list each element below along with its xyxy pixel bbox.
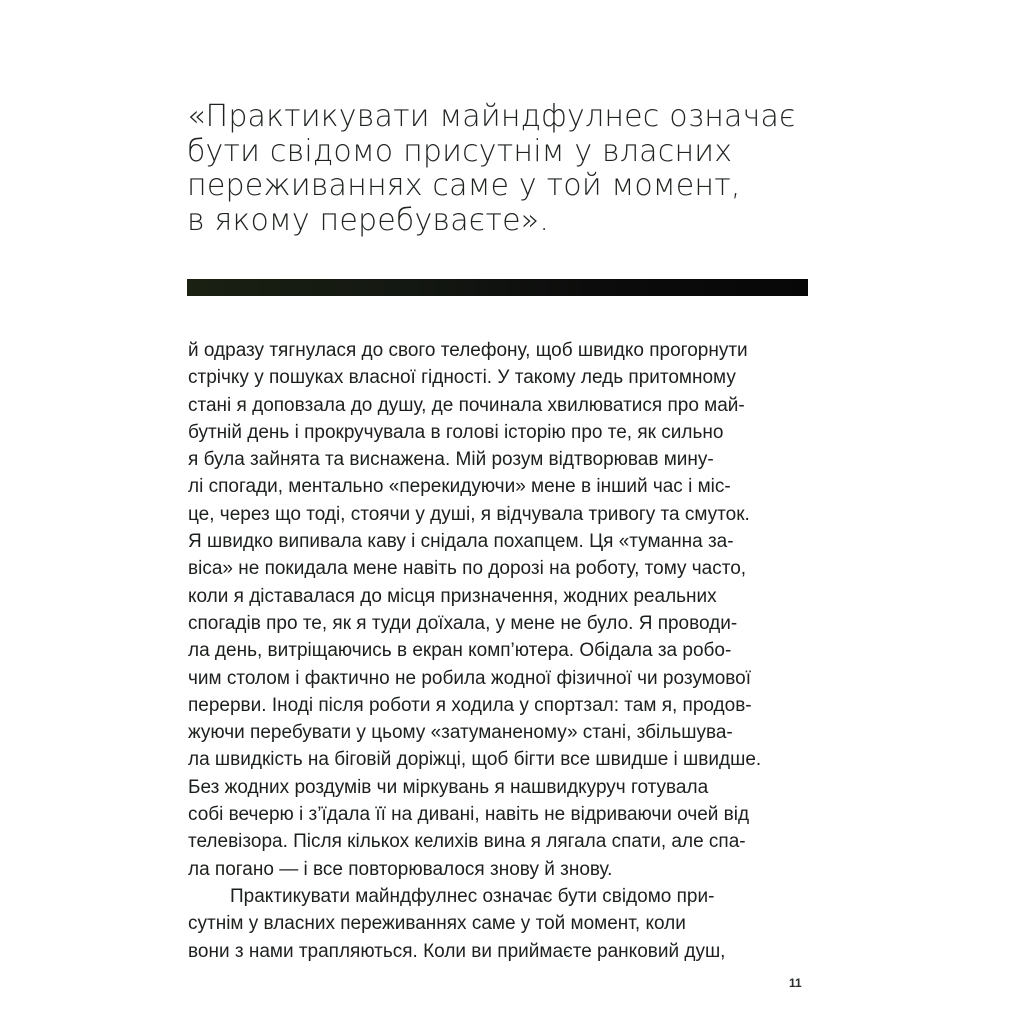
paragraph-start-line: Практикувати майндфулнес означає бути свідомо при- bbox=[230, 885, 715, 907]
body-line: лі спогади, ментально «перекидуючи» мене в інший час і міс- bbox=[188, 476, 731, 498]
body-line: перерви. Іноді після роботи я ходила у спортзал: там я, продов- bbox=[188, 694, 752, 716]
body-line: ла погано — і все повторювалося знову й знову. bbox=[188, 858, 613, 880]
body-line: бутній день і прокручувала в голові історію про те, як сильно bbox=[188, 421, 724, 443]
body-line: це, через що тоді, стоячи у душі, я відчувала тривогу та смуток. bbox=[188, 503, 750, 525]
body-line: ла день, витріщаючись в екран комп’ютера. Обідала за робо- bbox=[188, 640, 732, 662]
body-line: й одразу тягнулася до свого телефону, щоб швидко прогорнути bbox=[188, 340, 748, 361]
body-line: жуючи перебувати у цьому «затуманеному» стані, збільшува- bbox=[188, 722, 733, 744]
body-line: коли я діставалася до місця призначення, жодних реальних bbox=[188, 585, 717, 607]
body-line: віса» не покидала мене навіть по дорозі на роботу, тому часто, bbox=[188, 558, 747, 580]
body-text bbox=[188, 337, 828, 965]
body-line: я була зайнята та виснажена. Мій розум відтворював мину- bbox=[188, 449, 714, 471]
pull-quote-line: «Практикувати майндфулнес означає bbox=[187, 99, 796, 134]
decorative-divider-bar bbox=[187, 279, 808, 296]
body-line: стрічку у пошуках власної гідності. У такому ледь притомному bbox=[188, 367, 736, 389]
pull-quote-line: бути свідомо присутнім у власних bbox=[187, 133, 733, 169]
pull-quote-line: переживаннях саме у той момент, bbox=[187, 168, 741, 203]
body-line: ла швидкість на біговій доріжці, щоб бігти все швидше і швидше. bbox=[188, 749, 762, 771]
body-line: собі вечерю і з’їдала її на дивані, навіть не відриваючи очей від bbox=[188, 804, 750, 826]
page-number: 11 bbox=[789, 976, 802, 990]
body-line: вони з нами трапляються. Коли ви приймаєте ранковий душ, bbox=[188, 940, 726, 962]
body-line: стані я доповзала до душу, де починала хвилюватися про май- bbox=[188, 394, 745, 416]
body-line: чим столом і фактично не робила жодної фізичної чи розумової bbox=[188, 667, 751, 689]
body-line: сутнім у власних переживаннях саме у той момент, коли bbox=[188, 913, 686, 935]
body-line: телевізора. Після кількох келихів вина я лягала спати, але спа- bbox=[188, 831, 746, 853]
body-line: Без жодних роздумів чи міркувань я нашвидкуруч готувала bbox=[188, 776, 709, 798]
pull-quote bbox=[187, 100, 827, 238]
body-line: спогадів про те, як я туди доїхала, у мене не було. Я проводи- bbox=[188, 612, 738, 634]
body-line: Я швидко випивала каву і снідала похапцем. Ця «туманна за- bbox=[188, 531, 734, 553]
pull-quote-line: в якому перебуваєте». bbox=[187, 202, 550, 238]
